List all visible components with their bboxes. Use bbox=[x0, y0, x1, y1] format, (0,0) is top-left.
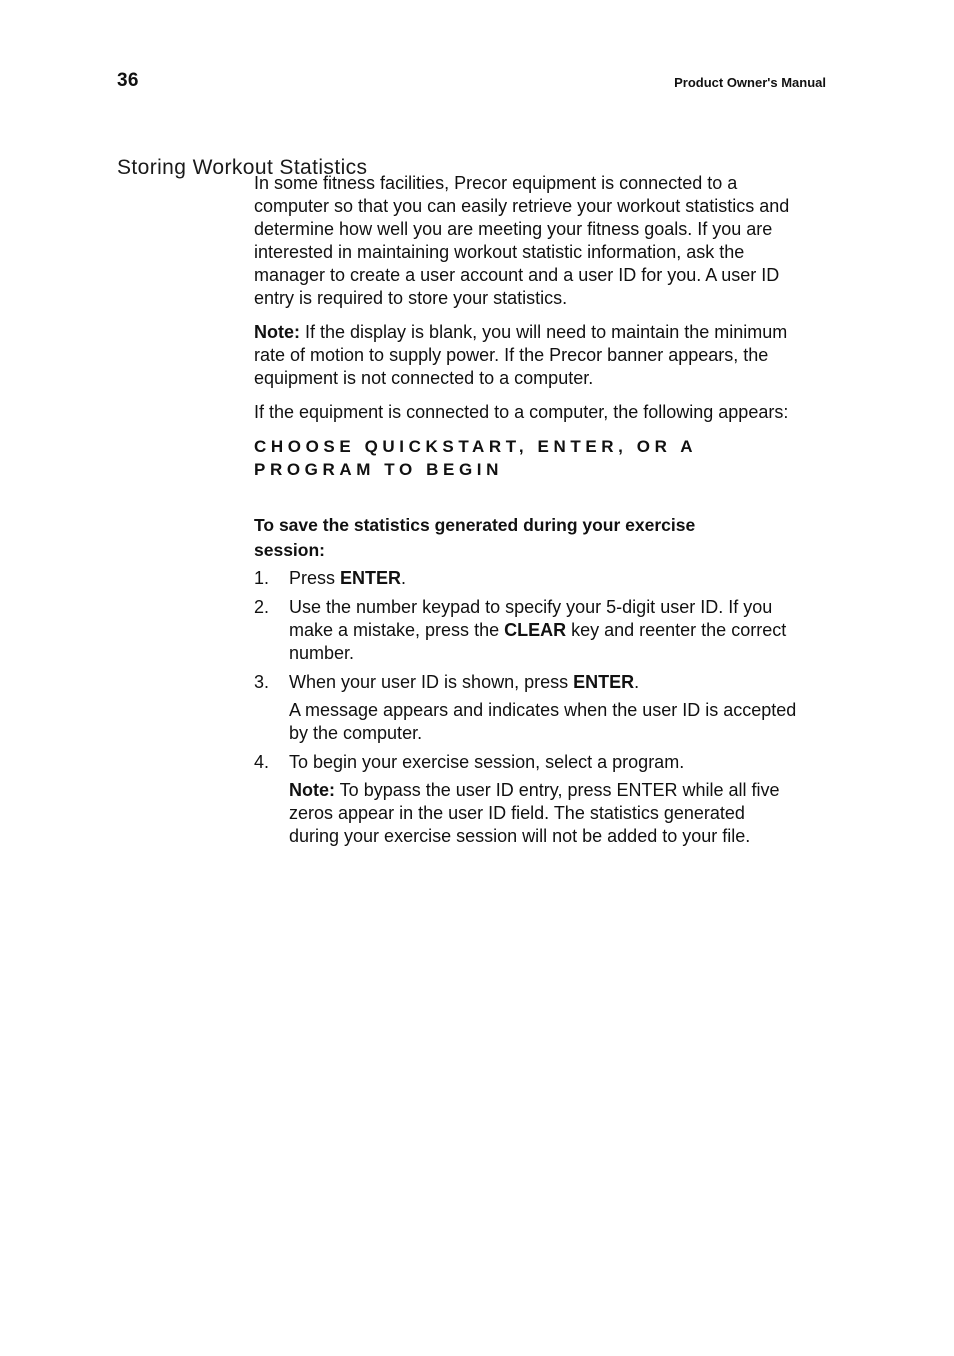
intro-paragraph: In some fitness facilities, Precor equipment is connected to a computer so that you can easily retrieve your workout statistics and determine how well you are meeting your fitness goals. If you are interested in maintaining workout statistic information, ask the manager to create a user account and a user ID for you. A user ID entry is required to store your statistics. bbox=[254, 173, 790, 308]
step-note bbox=[289, 779, 799, 848]
note-paragraph bbox=[254, 321, 799, 390]
step-number: 2. bbox=[254, 597, 270, 617]
step-text: Press bbox=[289, 568, 341, 588]
step-item-1 bbox=[254, 567, 799, 590]
page-number: 36 bbox=[117, 70, 139, 91]
section-content bbox=[254, 172, 799, 854]
step-text: When your user ID is shown, press bbox=[289, 672, 574, 692]
step-text: To begin your exercise session, select a program. bbox=[289, 752, 685, 772]
display-message-line-2: PROGRAM TO BEGIN bbox=[254, 460, 503, 479]
step-text-end: . bbox=[401, 568, 407, 588]
step-number: 4. bbox=[254, 752, 270, 772]
step-text: Use the number keypad to specify your 5-digit user ID. If you make a mistake, press the bbox=[289, 597, 773, 640]
procedure-steps bbox=[254, 567, 799, 848]
display-message bbox=[254, 435, 799, 481]
step-note-label: Note: bbox=[289, 780, 335, 800]
running-head: Product Owner's Manual bbox=[674, 75, 826, 90]
step-key-enter: ENTER bbox=[340, 568, 402, 588]
step-text-end: key and reenter the correct number. bbox=[289, 620, 787, 663]
step-item-4 bbox=[254, 751, 799, 848]
note-label: Note: bbox=[254, 322, 300, 342]
connected-paragraph: If the equipment is connected to a computer, the following appears: bbox=[254, 402, 789, 422]
section-title: Storing Workout Statistics bbox=[117, 156, 368, 180]
step-key-clear: CLEAR bbox=[504, 620, 567, 640]
step-item-3 bbox=[254, 671, 799, 745]
step-number: 1. bbox=[254, 568, 270, 588]
step-number: 3. bbox=[254, 672, 270, 692]
step-key-enter: ENTER bbox=[573, 672, 635, 692]
step-item-2 bbox=[254, 596, 799, 665]
step-note-text: To bypass the user ID entry, press ENTER while all five zeros appear in the user ID field. The statistics generated during your exercise session will not be added to your file. bbox=[289, 780, 780, 846]
note-text: If the display is blank, you will need to maintain the minimum rate of motion to supply power. If the Precor banner appears, the equipment is not connected to a computer. bbox=[254, 322, 788, 388]
step-subtext: A message appears and indicates when the user ID is accepted by the computer. bbox=[289, 700, 797, 743]
procedure-heading: To save the statistics generated during your exercise session: bbox=[254, 515, 696, 560]
display-message-line-1: CHOOSE QUICKSTART, ENTER, OR A bbox=[254, 437, 698, 456]
step-text-end: . bbox=[634, 672, 640, 692]
